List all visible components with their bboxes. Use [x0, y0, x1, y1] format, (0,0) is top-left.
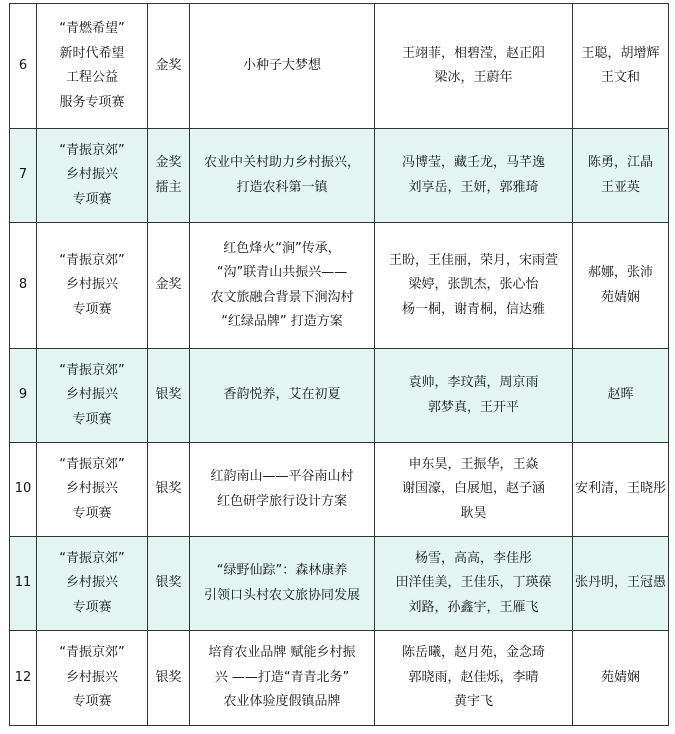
- project-name-line: 兴 ——打造“青青北务”: [214, 669, 350, 685]
- row-number-cell: [10, 129, 37, 223]
- advisors-cell: [573, 537, 669, 631]
- table-row: [10, 537, 669, 631]
- competition-line: 工程公益: [65, 70, 118, 85]
- table-row: [10, 4, 669, 129]
- team-members-cell: [375, 223, 573, 349]
- competition-line: 乡村振兴: [65, 167, 118, 183]
- advisors-line: 张丹明，王冠愚: [575, 575, 667, 591]
- row-number-cell: [10, 443, 37, 537]
- award-line: 银奖: [155, 575, 182, 591]
- team-members-cell: [375, 4, 573, 129]
- team-members-line: 梁婷，张凯杰，张心怡: [408, 277, 539, 293]
- competition-line: 专项赛: [72, 694, 112, 710]
- competition-cell: [37, 443, 148, 537]
- project-name-cell: [190, 349, 375, 443]
- competition-line: “青振京郊”: [59, 142, 125, 158]
- table-row: [10, 349, 669, 443]
- project-name-line: 打造农科第一镇: [236, 179, 328, 195]
- table-row: [10, 631, 669, 726]
- table-row: [10, 443, 669, 537]
- project-name-line: “沟”联青山共振兴——: [216, 265, 348, 280]
- competition-line: 专项赛: [72, 411, 112, 427]
- row-number-text: 8: [18, 277, 28, 293]
- advisors-cell: [573, 349, 669, 443]
- competition-cell: [37, 631, 148, 726]
- advisors-cell: [573, 223, 669, 349]
- advisors-line: 陈勇，江晶: [587, 155, 653, 170]
- award-line: 银奖: [155, 481, 182, 497]
- competition-line: 专项赛: [72, 599, 112, 615]
- award-line: 擂主: [155, 179, 182, 195]
- competition-line: 乡村振兴: [65, 481, 118, 497]
- advisors-line: 郝娜，张沛: [587, 265, 653, 280]
- project-name-line: “红绿品牌” 打造方案: [221, 314, 343, 329]
- award-cell: [148, 537, 190, 631]
- team-members-line: 杨雪，高高，李佳彤: [414, 550, 532, 566]
- project-name-line: 培育农业品牌 赋能乡村振: [208, 645, 356, 661]
- team-members-line: 郭梦真，王开平: [427, 399, 519, 415]
- advisors-line: 安利清，王晓彤: [575, 481, 667, 497]
- team-members-line: 耿昊: [460, 505, 487, 521]
- team-members-line: 黄宇飞: [453, 694, 493, 710]
- advisors-line: 王文和: [600, 70, 640, 85]
- advisors-line: 赵晖: [607, 387, 634, 403]
- award-line: 金奖: [155, 155, 182, 170]
- row-number-cell: [10, 631, 37, 726]
- competition-line: “青振京郊”: [59, 362, 125, 378]
- team-members-cell: [375, 349, 573, 443]
- team-members-line: 王翊菲，相碧滢，赵正阳: [401, 45, 545, 61]
- awards-table: [9, 3, 669, 726]
- advisors-line: 王亚英: [600, 179, 640, 195]
- project-name-cell: [190, 537, 375, 631]
- competition-line: “青燃希望”: [59, 21, 125, 36]
- award-line: 银奖: [155, 387, 182, 403]
- team-members-line: 郭晓雨，赵佳烁，李晴: [408, 669, 539, 685]
- award-line: 金奖: [155, 57, 182, 73]
- project-name-line: “绿野仙踪”：森林康养: [216, 563, 348, 578]
- award-cell: [148, 349, 190, 443]
- row-number-cell: [10, 537, 37, 631]
- project-name-cell: [190, 4, 375, 129]
- project-name-cell: [190, 631, 375, 726]
- project-name-line: 农文旅融合背景下涧沟村: [210, 289, 354, 305]
- team-members-cell: [375, 537, 573, 631]
- table-row: [10, 129, 669, 223]
- competition-line: 专项赛: [72, 301, 112, 317]
- team-members-cell: [375, 443, 573, 537]
- team-members-line: 王盼，王佳丽，荣月，宋雨萱: [388, 252, 558, 268]
- row-number-text: 6: [18, 57, 28, 73]
- team-members-line: 杨一桐，谢青桐，信达雅: [401, 301, 545, 317]
- row-number-cell: [10, 4, 37, 129]
- competition-line: 专项赛: [72, 505, 112, 521]
- advisors-cell: [573, 443, 669, 537]
- award-cell: [148, 4, 190, 129]
- competition-line: “青振京郊”: [59, 550, 125, 566]
- project-name-cell: [190, 223, 375, 349]
- project-name-cell: [190, 129, 375, 223]
- competition-line: “青振京郊”: [59, 456, 125, 472]
- row-number-cell: [10, 223, 37, 349]
- competition-cell: [37, 129, 148, 223]
- competition-line: 乡村振兴: [65, 387, 118, 403]
- competition-cell: [37, 537, 148, 631]
- team-members-line: 陈岳曦，赵月苑，金念琦: [401, 645, 545, 661]
- team-members-line: 田洋佳美，王佳乐，丁瑛葆: [395, 575, 552, 591]
- project-name-line: 引领口头村农文旅协同发展: [203, 587, 360, 603]
- project-name-line: 小种子大梦想: [242, 57, 321, 73]
- project-name-line: 农业体验度假镇品牌: [223, 694, 341, 710]
- team-members-cell: [375, 631, 573, 726]
- advisors-cell: [573, 631, 669, 726]
- team-members-line: 冯博莹，藏壬龙，马芊逸: [401, 155, 545, 170]
- competition-line: 服务专项赛: [59, 94, 125, 110]
- row-number-text: 7: [18, 167, 28, 183]
- project-name-cell: [190, 443, 375, 537]
- competition-cell: [37, 349, 148, 443]
- advisors-cell: [573, 4, 669, 129]
- competition-cell: [37, 223, 148, 349]
- competition-line: 专项赛: [72, 191, 112, 207]
- competition-line: 乡村振兴: [65, 575, 118, 591]
- competition-line: “青振京郊”: [59, 252, 125, 268]
- project-name-line: 红色研学旅行设计方案: [216, 493, 347, 509]
- award-cell: [148, 443, 190, 537]
- award-cell: [148, 631, 190, 726]
- award-cell: [148, 129, 190, 223]
- row-number-text: 12: [14, 669, 32, 685]
- team-members-cell: [375, 129, 573, 223]
- advisors-cell: [573, 129, 669, 223]
- team-members-line: 刘路，孙鑫宇，王雁飞: [408, 599, 539, 615]
- table-row: [10, 223, 669, 349]
- competition-cell: [37, 4, 148, 129]
- row-number-text: 11: [14, 575, 32, 591]
- row-number-text: 10: [14, 481, 32, 497]
- advisors-line: 苑婧娴: [600, 289, 640, 305]
- advisors-line: 王聪，胡增辉: [581, 45, 660, 61]
- award-line: 金奖: [155, 277, 182, 293]
- row-number-cell: [10, 349, 37, 443]
- row-number-text: 9: [18, 387, 28, 403]
- awards-table-body: [10, 4, 669, 726]
- advisors-line: 苑婧娴: [600, 669, 640, 685]
- awards-table-container: [9, 3, 669, 726]
- award-line: 银奖: [155, 669, 182, 685]
- team-members-line: 申东昊，王振华，王焱: [408, 456, 539, 472]
- team-members-line: 刘享岳，王妍，郭雅琦: [408, 179, 539, 195]
- team-members-line: 袁帅，李玟茜，周京雨: [408, 375, 539, 390]
- project-name-line: 农业中关村助力乡村振兴，: [203, 155, 360, 170]
- award-cell: [148, 223, 190, 349]
- project-name-line: 红韵南山——平谷南山村: [210, 469, 354, 484]
- team-members-line: 谢国濠，白展旭，赵子涵: [401, 481, 545, 497]
- competition-line: “青振京郊”: [59, 645, 125, 661]
- competition-line: 乡村振兴: [65, 669, 118, 685]
- competition-line: 乡村振兴: [65, 277, 118, 293]
- team-members-line: 梁冰，王蔚年: [434, 70, 513, 85]
- project-name-line: 香韵悦养，艾在初夏: [223, 387, 341, 403]
- competition-line: 新时代希望: [59, 45, 125, 61]
- project-name-line: 红色烽火“涧”传承，: [223, 240, 341, 256]
